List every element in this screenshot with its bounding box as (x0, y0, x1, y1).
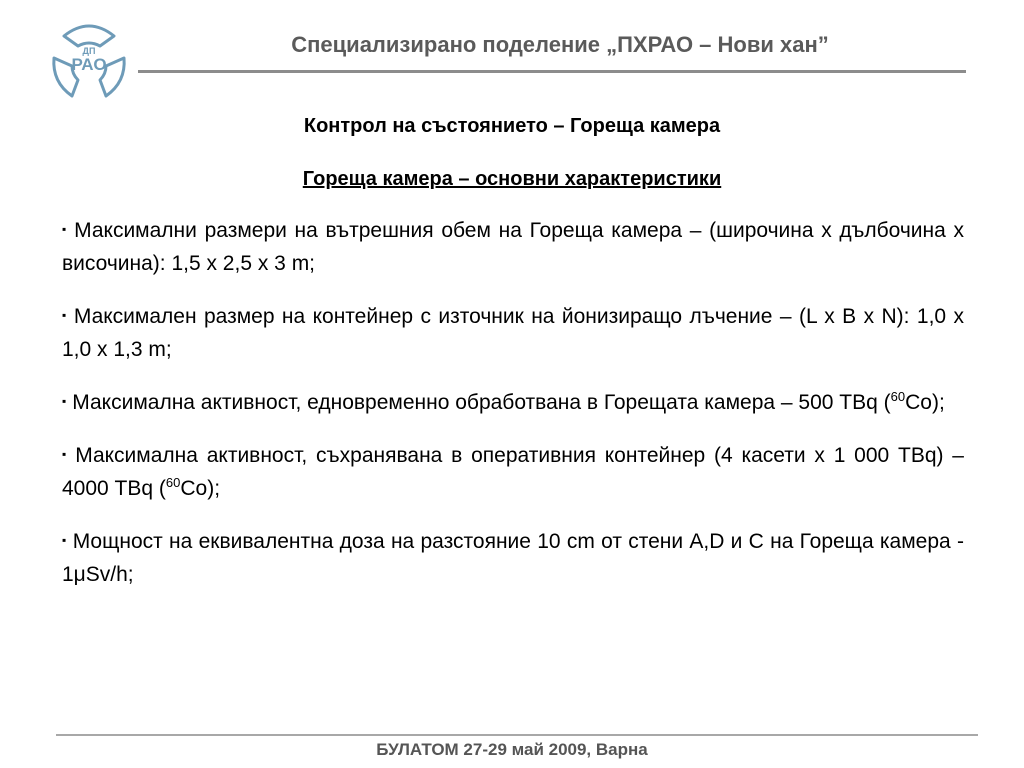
bullet-square-icon: ▪ (62, 447, 70, 461)
bullet-square-icon: ▪ (62, 533, 67, 547)
bullet-text-end: Co); (180, 477, 221, 500)
list-item (62, 385, 964, 419)
bullet-square-icon: ▪ (62, 394, 67, 408)
bullet-square-icon: ▪ (62, 222, 69, 236)
bullet-text: Мощност на еквивалентна доза на разстояние 10 cm от стени A,D и C на Гореща камера - 1μSv/h; (62, 530, 964, 586)
footer-divider (56, 734, 978, 736)
isotope-superscript: 60 (165, 475, 181, 490)
slide-title: Контрол на състоянието – Гореща камера (303, 115, 721, 137)
list-item (62, 438, 964, 505)
list-item (62, 299, 964, 366)
slide-subtitle: Гореща камера – основни характеристики (302, 168, 722, 190)
characteristics-list (62, 213, 964, 610)
bullet-square-icon: ▪ (62, 308, 68, 322)
rao-logo (44, 16, 134, 102)
logo-text-top: ДП (82, 46, 96, 56)
list-item (62, 524, 964, 591)
bullet-text-end: Co); (905, 391, 945, 414)
bullet-text: Максимален размер на контейнер с източник на йонизиращо лъчение – (L x B x N): 1,0 x 1,0 x 1,3 m; (62, 305, 965, 361)
isotope-superscript: 60 (890, 389, 906, 404)
logo-text-main: РАО (71, 55, 107, 74)
footer-text: БУЛАТОМ 27-29 май 2009, Варна (376, 740, 648, 759)
header-title: Специализирано поделение „ПХРАО – Нови хан” (291, 32, 829, 57)
bullet-text: Максимална активност, едновременно обработвана в Горещата камера – 500 TBq ( (72, 391, 891, 414)
bullet-text: Максимални размери на вътрешния обем на Гореща камера – (широчина х дълбочина х височина): 1,5 х 2,5 х 3 m; (62, 219, 964, 275)
bullet-text: Максимална активност, съхранявана в оперативния контейнер (4 касети х 1 000 TBq) – 4000 TBq ( (62, 444, 964, 500)
header-divider (138, 70, 966, 73)
list-item (62, 213, 964, 280)
